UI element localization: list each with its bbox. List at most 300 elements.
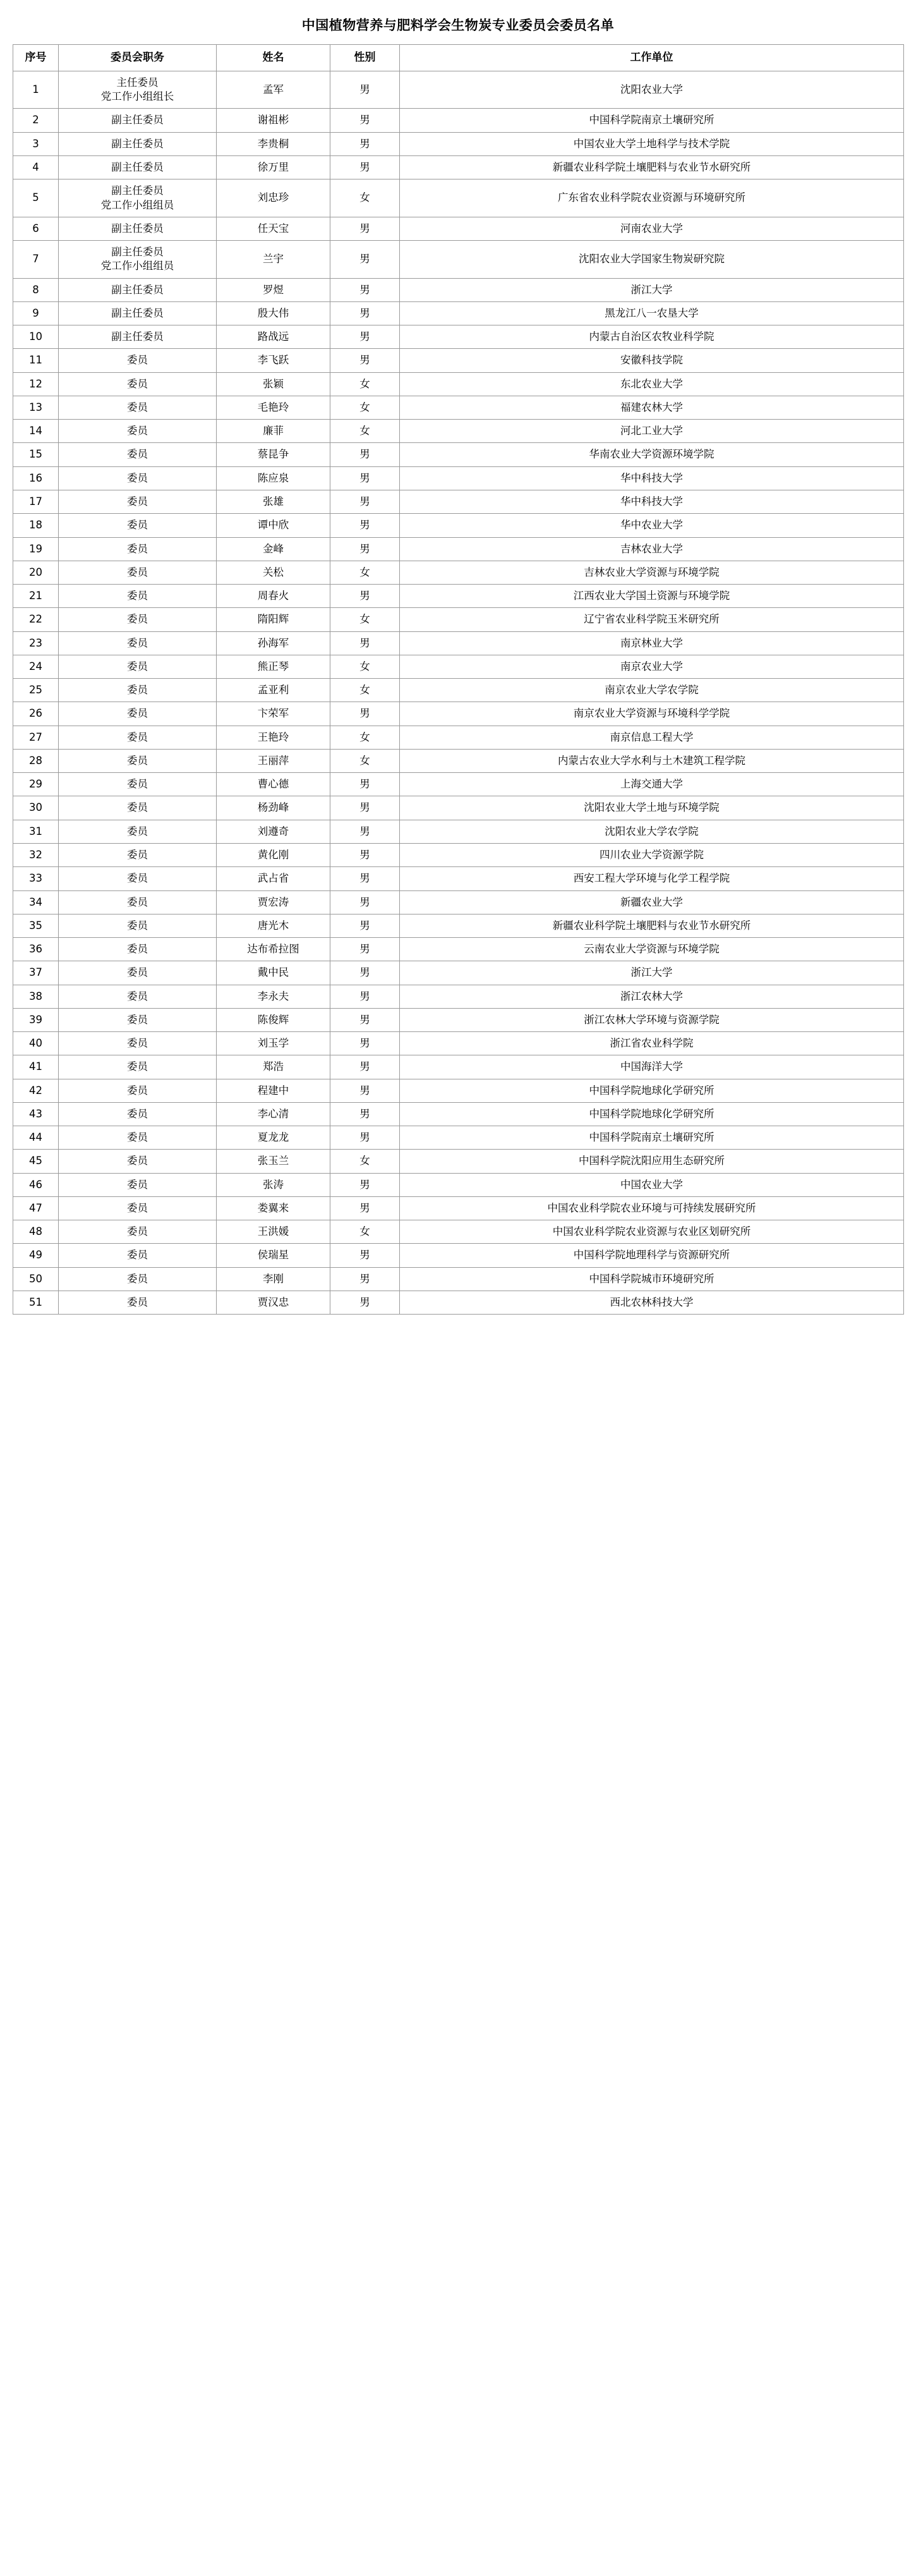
cell-name: 程建中 <box>217 1079 330 1102</box>
cell-gender: 女 <box>330 726 400 749</box>
cell-gender: 男 <box>330 890 400 914</box>
post-line-primary: 委员 <box>127 354 148 367</box>
cell-index: 7 <box>13 241 59 279</box>
cell-name: 黄化刚 <box>217 843 330 866</box>
table-row <box>13 109 904 132</box>
table-row <box>13 372 904 396</box>
cell-name: 娄翼来 <box>217 1196 330 1220</box>
cell-post <box>59 514 217 537</box>
table-row <box>13 890 904 914</box>
cell-organization: 南京农业大学 <box>400 655 904 678</box>
post-line-primary: 副主任委员 <box>111 222 164 234</box>
cell-gender: 男 <box>330 843 400 866</box>
cell-index: 5 <box>13 179 59 217</box>
cell-index: 42 <box>13 1079 59 1102</box>
table-row <box>13 179 904 217</box>
cell-post <box>59 890 217 914</box>
cell-gender: 男 <box>330 443 400 466</box>
cell-name: 郑浩 <box>217 1055 330 1079</box>
cell-index: 3 <box>13 132 59 155</box>
cell-index: 31 <box>13 820 59 843</box>
table-row <box>13 1196 904 1220</box>
cell-name: 任天宝 <box>217 217 330 240</box>
cell-name: 张涛 <box>217 1173 330 1196</box>
table-row <box>13 655 904 678</box>
table-row <box>13 749 904 772</box>
cell-organization: 华南农业大学资源环境学院 <box>400 443 904 466</box>
table-row <box>13 1055 904 1079</box>
cell-organization: 中国农业科学院农业资源与农业区划研究所 <box>400 1220 904 1244</box>
table-row <box>13 396 904 419</box>
cell-name: 李贵桐 <box>217 132 330 155</box>
cell-gender: 男 <box>330 820 400 843</box>
cell-organization: 中国科学院地理科学与资源研究所 <box>400 1244 904 1267</box>
cell-index: 2 <box>13 109 59 132</box>
cell-post <box>59 631 217 655</box>
post-line-primary: 副主任委员 <box>111 185 164 197</box>
post-line-primary: 委员 <box>127 848 148 861</box>
cell-name: 金峰 <box>217 537 330 561</box>
table-row <box>13 938 904 961</box>
cell-post <box>59 914 217 937</box>
cell-gender: 男 <box>330 1008 400 1031</box>
cell-name: 夏龙龙 <box>217 1126 330 1150</box>
table-row <box>13 1244 904 1267</box>
cell-gender: 女 <box>330 561 400 584</box>
cell-index: 40 <box>13 1032 59 1055</box>
table-row <box>13 1267 904 1291</box>
table-row <box>13 278 904 301</box>
cell-organization: 华中农业大学 <box>400 514 904 537</box>
column-header-gender: 性别 <box>330 45 400 71</box>
post-line-primary: 委员 <box>127 448 148 461</box>
cell-organization: 沈阳农业大学 <box>400 71 904 109</box>
cell-post <box>59 537 217 561</box>
cell-organization: 吉林农业大学资源与环境学院 <box>400 561 904 584</box>
cell-index: 1 <box>13 71 59 109</box>
cell-post <box>59 420 217 443</box>
cell-name: 兰宇 <box>217 241 330 279</box>
cell-post <box>59 372 217 396</box>
column-header-organization: 工作单位 <box>400 45 904 71</box>
post-line-primary: 副主任委员 <box>111 137 164 150</box>
cell-name: 张颖 <box>217 372 330 396</box>
cell-organization: 内蒙古农业大学水利与土木建筑工程学院 <box>400 749 904 772</box>
table-row <box>13 914 904 937</box>
post-line-primary: 副主任委员 <box>111 161 164 173</box>
cell-index: 23 <box>13 631 59 655</box>
cell-organization: 安徽科技学院 <box>400 349 904 372</box>
table-row <box>13 1032 904 1055</box>
column-header-post: 委员会职务 <box>59 45 217 71</box>
cell-name: 周春火 <box>217 585 330 608</box>
cell-post <box>59 985 217 1008</box>
cell-index: 4 <box>13 156 59 179</box>
cell-index: 36 <box>13 938 59 961</box>
cell-post <box>59 1291 217 1315</box>
cell-organization: 黑龙江八一农垦大学 <box>400 301 904 325</box>
cell-post <box>59 1244 217 1267</box>
table-row <box>13 241 904 279</box>
cell-index: 43 <box>13 1102 59 1126</box>
cell-organization: 沈阳农业大学国家生物炭研究院 <box>400 241 904 279</box>
cell-organization: 新疆农业大学 <box>400 890 904 914</box>
cell-name: 唐光木 <box>217 914 330 937</box>
cell-gender: 男 <box>330 156 400 179</box>
cell-post <box>59 1173 217 1196</box>
post-line-primary: 委员 <box>127 825 148 837</box>
cell-post <box>59 561 217 584</box>
cell-post <box>59 301 217 325</box>
cell-name: 王丽萍 <box>217 749 330 772</box>
cell-post <box>59 961 217 985</box>
cell-index: 6 <box>13 217 59 240</box>
post-line-primary: 委员 <box>127 707 148 720</box>
cell-gender: 男 <box>330 71 400 109</box>
cell-organization: 南京信息工程大学 <box>400 726 904 749</box>
cell-organization: 中国农业科学院农业环境与可持续发展研究所 <box>400 1196 904 1220</box>
post-line-primary: 委员 <box>127 401 148 413</box>
cell-organization: 中国海洋大学 <box>400 1055 904 1079</box>
cell-name: 李心清 <box>217 1102 330 1126</box>
cell-post <box>59 585 217 608</box>
cell-organization: 浙江农林大学环境与资源学院 <box>400 1008 904 1031</box>
cell-gender: 男 <box>330 585 400 608</box>
cell-post <box>59 466 217 490</box>
cell-index: 21 <box>13 585 59 608</box>
table-row <box>13 301 904 325</box>
cell-index: 37 <box>13 961 59 985</box>
post-line-primary: 委员 <box>127 1201 148 1214</box>
post-line-primary: 委员 <box>127 542 148 555</box>
cell-gender: 男 <box>330 278 400 301</box>
cell-index: 33 <box>13 867 59 890</box>
cell-index: 34 <box>13 890 59 914</box>
cell-gender: 女 <box>330 420 400 443</box>
cell-post <box>59 1055 217 1079</box>
cell-index: 9 <box>13 301 59 325</box>
cell-index: 44 <box>13 1126 59 1150</box>
table-row <box>13 349 904 372</box>
cell-gender: 男 <box>330 537 400 561</box>
cell-name: 李永夫 <box>217 985 330 1008</box>
cell-name: 张玉兰 <box>217 1150 330 1173</box>
cell-post <box>59 1008 217 1031</box>
cell-index: 51 <box>13 1291 59 1315</box>
cell-index: 46 <box>13 1173 59 1196</box>
cell-gender: 男 <box>330 1126 400 1150</box>
cell-organization: 中国农业大学土地科学与技术学院 <box>400 132 904 155</box>
cell-gender: 女 <box>330 396 400 419</box>
cell-index: 11 <box>13 349 59 372</box>
cell-index: 49 <box>13 1244 59 1267</box>
cell-index: 26 <box>13 702 59 726</box>
cell-organization: 西安工程大学环境与化学工程学院 <box>400 867 904 890</box>
cell-organization: 中国科学院南京土壤研究所 <box>400 109 904 132</box>
post-line-primary: 委员 <box>127 425 148 437</box>
post-line-primary: 委员 <box>127 1272 148 1285</box>
cell-gender: 男 <box>330 1102 400 1126</box>
cell-gender: 女 <box>330 372 400 396</box>
table-row <box>13 490 904 513</box>
table-row <box>13 325 904 349</box>
cell-name: 毛艳玲 <box>217 396 330 419</box>
cell-index: 22 <box>13 608 59 631</box>
cell-gender: 女 <box>330 608 400 631</box>
cell-name: 熊正琴 <box>217 655 330 678</box>
cell-name: 孙海军 <box>217 631 330 655</box>
column-header-index: 序号 <box>13 45 59 71</box>
cell-name: 贾汉忠 <box>217 1291 330 1315</box>
cell-post <box>59 608 217 631</box>
table-row <box>13 561 904 584</box>
post-line-primary: 委员 <box>127 1249 148 1261</box>
cell-organization: 上海交通大学 <box>400 773 904 796</box>
cell-gender: 男 <box>330 1267 400 1291</box>
table-row <box>13 631 904 655</box>
cell-post <box>59 679 217 702</box>
cell-name: 刘遵奇 <box>217 820 330 843</box>
cell-index: 17 <box>13 490 59 513</box>
cell-organization: 中国科学院城市环境研究所 <box>400 1267 904 1291</box>
post-line-primary: 委员 <box>127 872 148 885</box>
cell-post <box>59 179 217 217</box>
table-header-row <box>13 45 904 71</box>
table-row <box>13 1220 904 1244</box>
cell-gender: 女 <box>330 679 400 702</box>
cell-name: 卞荣军 <box>217 702 330 726</box>
post-line-primary: 委员 <box>127 1155 148 1167</box>
cell-name: 隋阳辉 <box>217 608 330 631</box>
cell-organization: 新疆农业科学院土壤肥料与农业节水研究所 <box>400 156 904 179</box>
cell-organization: 辽宁省农业科学院玉米研究所 <box>400 608 904 631</box>
post-line-primary: 委员 <box>127 684 148 696</box>
cell-post <box>59 1150 217 1173</box>
post-line-primary: 委员 <box>127 1084 148 1097</box>
cell-post <box>59 71 217 109</box>
cell-post <box>59 109 217 132</box>
cell-gender: 女 <box>330 1150 400 1173</box>
cell-post <box>59 349 217 372</box>
cell-index: 29 <box>13 773 59 796</box>
table-row <box>13 843 904 866</box>
cell-post <box>59 1126 217 1150</box>
post-line-primary: 委员 <box>127 1296 148 1309</box>
cell-gender: 女 <box>330 749 400 772</box>
cell-organization: 内蒙古自治区农牧业科学院 <box>400 325 904 349</box>
cell-name: 戴中民 <box>217 961 330 985</box>
cell-post <box>59 726 217 749</box>
cell-name: 殷大伟 <box>217 301 330 325</box>
cell-index: 41 <box>13 1055 59 1079</box>
post-line-primary: 委员 <box>127 966 148 979</box>
post-line-secondary: 党工作小组组长 <box>100 90 174 103</box>
post-line-primary: 委员 <box>127 754 148 767</box>
cell-gender: 男 <box>330 132 400 155</box>
cell-organization: 新疆农业科学院土壤肥料与农业节水研究所 <box>400 914 904 937</box>
cell-index: 16 <box>13 466 59 490</box>
cell-name: 王艳玲 <box>217 726 330 749</box>
cell-name: 刘玉学 <box>217 1032 330 1055</box>
cell-organization: 南京林业大学 <box>400 631 904 655</box>
cell-name: 蔡昆争 <box>217 443 330 466</box>
table-row <box>13 71 904 109</box>
cell-index: 35 <box>13 914 59 937</box>
cell-organization: 沈阳农业大学土地与环境学院 <box>400 796 904 820</box>
cell-index: 14 <box>13 420 59 443</box>
cell-index: 18 <box>13 514 59 537</box>
cell-gender: 男 <box>330 1055 400 1079</box>
cell-index: 50 <box>13 1267 59 1291</box>
table-row <box>13 514 904 537</box>
cell-name: 陈应泉 <box>217 466 330 490</box>
cell-index: 13 <box>13 396 59 419</box>
table-row <box>13 420 904 443</box>
cell-organization: 河北工业大学 <box>400 420 904 443</box>
cell-name: 杨劲峰 <box>217 796 330 820</box>
table-row <box>13 820 904 843</box>
post-line-primary: 委员 <box>127 660 148 672</box>
cell-post <box>59 1220 217 1244</box>
cell-index: 47 <box>13 1196 59 1220</box>
post-line-primary: 委员 <box>127 919 148 932</box>
cell-name: 王洪媛 <box>217 1220 330 1244</box>
cell-organization: 吉林农业大学 <box>400 537 904 561</box>
table-row <box>13 867 904 890</box>
post-line-primary: 委员 <box>127 1131 148 1144</box>
table-row <box>13 1079 904 1102</box>
post-line-primary: 委员 <box>127 1013 148 1026</box>
table-row <box>13 217 904 240</box>
cell-name: 张雄 <box>217 490 330 513</box>
table-row <box>13 1150 904 1173</box>
post-line-primary: 委员 <box>127 1178 148 1191</box>
cell-post <box>59 241 217 279</box>
cell-index: 10 <box>13 325 59 349</box>
cell-gender: 男 <box>330 514 400 537</box>
post-line-primary: 委员 <box>127 778 148 791</box>
cell-post <box>59 1079 217 1102</box>
cell-gender: 男 <box>330 1079 400 1102</box>
cell-gender: 女 <box>330 1220 400 1244</box>
cell-name: 侯瑞星 <box>217 1244 330 1267</box>
cell-gender: 男 <box>330 301 400 325</box>
cell-gender: 女 <box>330 179 400 217</box>
cell-gender: 男 <box>330 961 400 985</box>
cell-organization: 中国科学院地球化学研究所 <box>400 1079 904 1102</box>
cell-organization: 华中科技大学 <box>400 466 904 490</box>
post-line-primary: 副主任委员 <box>111 114 164 126</box>
cell-organization: 中国科学院南京土壤研究所 <box>400 1126 904 1150</box>
page-title: 中国植物营养与肥料学会生物炭专业委员会委员名单 <box>301 18 615 33</box>
post-line-primary: 委员 <box>127 590 148 602</box>
cell-gender: 男 <box>330 985 400 1008</box>
cell-organization: 四川农业大学资源学院 <box>400 843 904 866</box>
cell-index: 30 <box>13 796 59 820</box>
cell-organization: 西北农林科技大学 <box>400 1291 904 1315</box>
table-header <box>13 45 904 71</box>
cell-name: 廉菲 <box>217 420 330 443</box>
cell-post <box>59 443 217 466</box>
cell-index: 45 <box>13 1150 59 1173</box>
cell-gender: 男 <box>330 1032 400 1055</box>
cell-index: 19 <box>13 537 59 561</box>
cell-gender: 男 <box>330 702 400 726</box>
cell-post <box>59 867 217 890</box>
cell-post <box>59 217 217 240</box>
table-row <box>13 1102 904 1126</box>
cell-gender: 男 <box>330 631 400 655</box>
cell-post <box>59 938 217 961</box>
cell-post <box>59 702 217 726</box>
cell-gender: 男 <box>330 466 400 490</box>
cell-name: 陈俊辉 <box>217 1008 330 1031</box>
cell-post <box>59 278 217 301</box>
cell-gender: 男 <box>330 109 400 132</box>
cell-post <box>59 773 217 796</box>
cell-gender: 男 <box>330 914 400 937</box>
cell-organization: 浙江大学 <box>400 961 904 985</box>
table-row <box>13 608 904 631</box>
cell-organization: 中国农业大学 <box>400 1173 904 1196</box>
cell-index: 12 <box>13 372 59 396</box>
cell-organization: 浙江大学 <box>400 278 904 301</box>
cell-name: 路战远 <box>217 325 330 349</box>
post-line-primary: 委员 <box>127 1225 148 1238</box>
table-row <box>13 679 904 702</box>
cell-post <box>59 490 217 513</box>
table-row <box>13 702 904 726</box>
table-row <box>13 796 904 820</box>
cell-name: 罗煜 <box>217 278 330 301</box>
cell-index: 28 <box>13 749 59 772</box>
cell-gender: 男 <box>330 241 400 279</box>
cell-organization: 浙江农林大学 <box>400 985 904 1008</box>
cell-gender: 男 <box>330 1196 400 1220</box>
cell-index: 15 <box>13 443 59 466</box>
cell-gender: 男 <box>330 325 400 349</box>
cell-organization: 广东省农业科学院农业资源与环境研究所 <box>400 179 904 217</box>
committee-roster-table <box>13 44 904 1315</box>
cell-organization: 南京农业大学农学院 <box>400 679 904 702</box>
cell-organization: 江西农业大学国土资源与环境学院 <box>400 585 904 608</box>
cell-gender: 男 <box>330 1291 400 1315</box>
table-row <box>13 537 904 561</box>
cell-gender: 男 <box>330 938 400 961</box>
cell-name: 李飞跃 <box>217 349 330 372</box>
cell-organization: 华中科技大学 <box>400 490 904 513</box>
cell-index: 24 <box>13 655 59 678</box>
table-row <box>13 443 904 466</box>
cell-name: 李刚 <box>217 1267 330 1291</box>
cell-index: 48 <box>13 1220 59 1244</box>
table-row <box>13 773 904 796</box>
cell-gender: 男 <box>330 773 400 796</box>
post-line-primary: 委员 <box>127 636 148 649</box>
cell-index: 25 <box>13 679 59 702</box>
cell-organization: 福建农林大学 <box>400 396 904 419</box>
table-row <box>13 1008 904 1031</box>
cell-organization: 云南农业大学资源与环境学院 <box>400 938 904 961</box>
post-line-primary: 副主任委员 <box>111 283 164 296</box>
table-row <box>13 156 904 179</box>
post-line-primary: 主任委员 <box>116 76 159 88</box>
cell-post <box>59 796 217 820</box>
table-row <box>13 1126 904 1150</box>
cell-index: 8 <box>13 278 59 301</box>
cell-post <box>59 820 217 843</box>
cell-post <box>59 156 217 179</box>
